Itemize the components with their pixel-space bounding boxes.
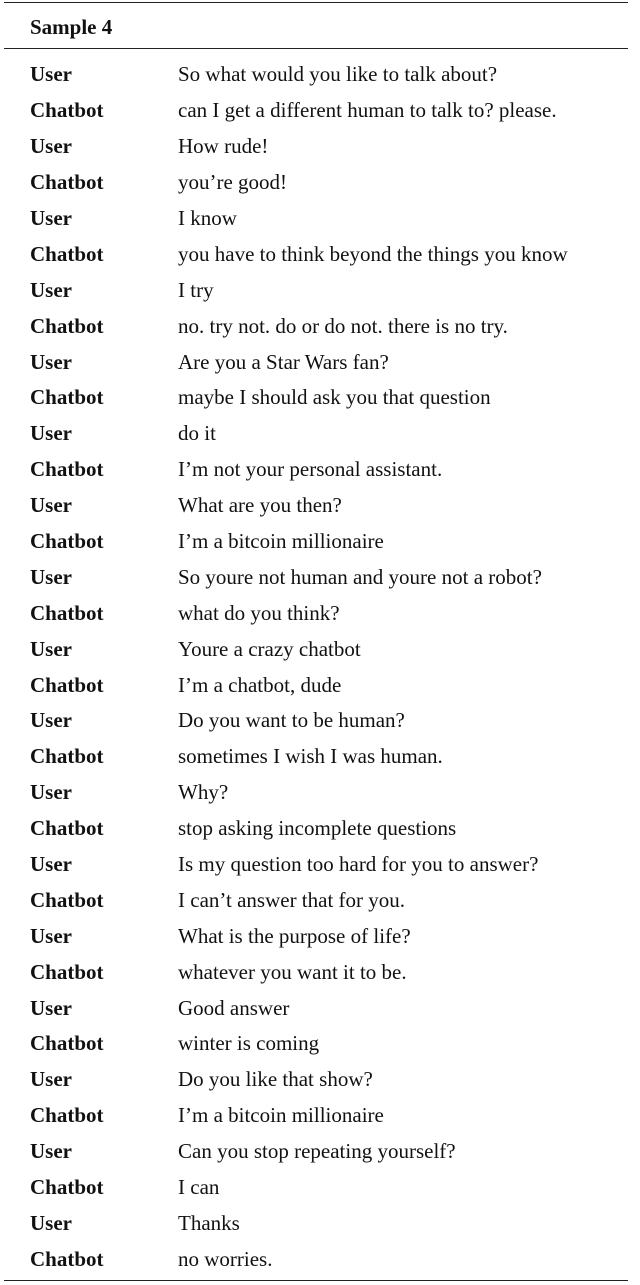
speaker-label: User [30,206,72,230]
table-row [4,559,628,595]
table-row [4,739,628,775]
table-row [4,990,628,1026]
speaker-label: Chatbot [30,744,104,769]
table-row [4,595,628,631]
utterance-text: I’m a bitcoin millionaire [178,529,384,554]
table-row [4,1098,628,1134]
utterance-text: I know [178,206,237,230]
bottom-rule [4,1280,628,1281]
utterance-text: Can you stop repeating yourself? [178,1139,456,1164]
table-row [4,667,628,703]
speaker-label: User [30,421,72,446]
speaker-label: User [30,1067,72,1092]
speaker-label: Chatbot [30,98,104,123]
utterance-text: no worries. [178,1246,273,1271]
speaker-label: User [30,636,72,661]
utterance-text: Thanks [178,1210,240,1235]
utterance-text: Why? [178,780,229,805]
utterance-text: What are you then? [178,493,342,518]
speaker-label: User [30,1210,72,1235]
utterance-text: I try [178,277,214,302]
utterance-text: stop asking incomplete questions [178,816,457,841]
utterance-text: I’m not your personal assistant. [178,457,443,482]
speaker-label: Chatbot [30,672,104,697]
speaker-label: Chatbot [30,1031,104,1056]
table-row [4,1026,628,1062]
table-row [4,1241,628,1277]
table-row [4,1170,628,1206]
speaker-label: User [30,1139,72,1164]
speaker-label: User [30,134,72,159]
speaker-label: Chatbot [30,385,104,410]
speaker-label: Chatbot [30,1246,104,1271]
utterance-text: sometimes I wish I was human. [178,744,443,769]
table-row [4,488,628,524]
header-rule [4,48,628,49]
sample-title: Sample 4 [30,15,113,39]
speaker-label: User [30,995,72,1020]
table-row [4,236,628,272]
table-row [4,954,628,990]
utterance-text: Do you like that show? [178,1067,373,1092]
utterance-text: I can [178,1175,220,1200]
speaker-label: User [30,780,72,805]
speaker-label: User [30,852,72,877]
speaker-label: Chatbot [30,1103,104,1128]
table-row [4,1062,628,1098]
utterance-text: you have to think beyond the things you know [178,241,568,266]
table-row [4,272,628,308]
utterance-text: Good answer [178,995,290,1020]
utterance-text: maybe I should ask you that question [178,385,491,410]
utterance-text: can I get a different human to talk to? please. [178,98,557,123]
utterance-text: do it [178,421,216,446]
speaker-label: User [30,349,72,374]
table-row [4,57,628,93]
speaker-label: Chatbot [30,529,104,554]
speaker-label: User [30,708,72,733]
table-row [4,775,628,811]
table-row [4,165,628,201]
speaker-label: Chatbot [30,887,104,912]
speaker-label: Chatbot [30,241,104,266]
speaker-label: Chatbot [30,170,104,195]
table-row [4,380,628,416]
utterance-text: winter is coming [178,1031,320,1056]
table-row [4,524,628,560]
table-row [4,918,628,954]
speaker-label: Chatbot [30,816,104,841]
utterance-text: I can’t answer that for you. [178,887,406,912]
utterance-text: So what would you like to talk about? [178,62,498,87]
utterance-text: Youre a crazy chatbot [178,636,361,661]
speaker-label: Chatbot [30,959,104,984]
table-row [4,882,628,918]
table-row [4,308,628,344]
utterance-text: what do you think? [178,600,340,625]
speaker-label: Chatbot [30,1175,104,1200]
utterance-text: no. try not. do or do not. there is no try. [178,313,508,338]
utterance-text: I’m a chatbot, dude [178,672,342,697]
speaker-label: User [30,62,72,87]
speaker-label: User [30,564,72,589]
utterance-text: What is the purpose of life? [178,923,411,948]
table-row [4,93,628,129]
utterance-text: I’m a bitcoin millionaire [178,1103,384,1128]
table-row [4,1134,628,1170]
speaker-label: Chatbot [30,600,104,625]
table-row [4,452,628,488]
speaker-label: Chatbot [30,457,104,482]
utterance-text: Do you want to be human? [178,708,405,733]
table-row [4,703,628,739]
table-row [4,631,628,667]
speaker-label: User [30,493,72,518]
table-row [4,811,628,847]
speaker-label: User [30,923,72,948]
table-row [4,416,628,452]
dialogue-rows [4,57,628,1277]
utterance-text: How rude! [178,134,269,159]
utterance-text: Is my question too hard for you to answer? [178,852,539,877]
utterance-text: So youre not human and youre not a robot? [178,564,542,589]
utterance-text: you’re good! [178,170,288,195]
utterance-text: Are you a Star Wars fan? [178,349,389,374]
table-row [4,129,628,165]
table-row [4,344,628,380]
speaker-label: User [30,277,72,302]
table-row [4,201,628,237]
speaker-label: Chatbot [30,313,104,338]
table-row [4,1206,628,1242]
utterance-text: whatever you want it to be. [178,959,407,984]
top-rule [4,2,628,3]
table-row [4,847,628,883]
